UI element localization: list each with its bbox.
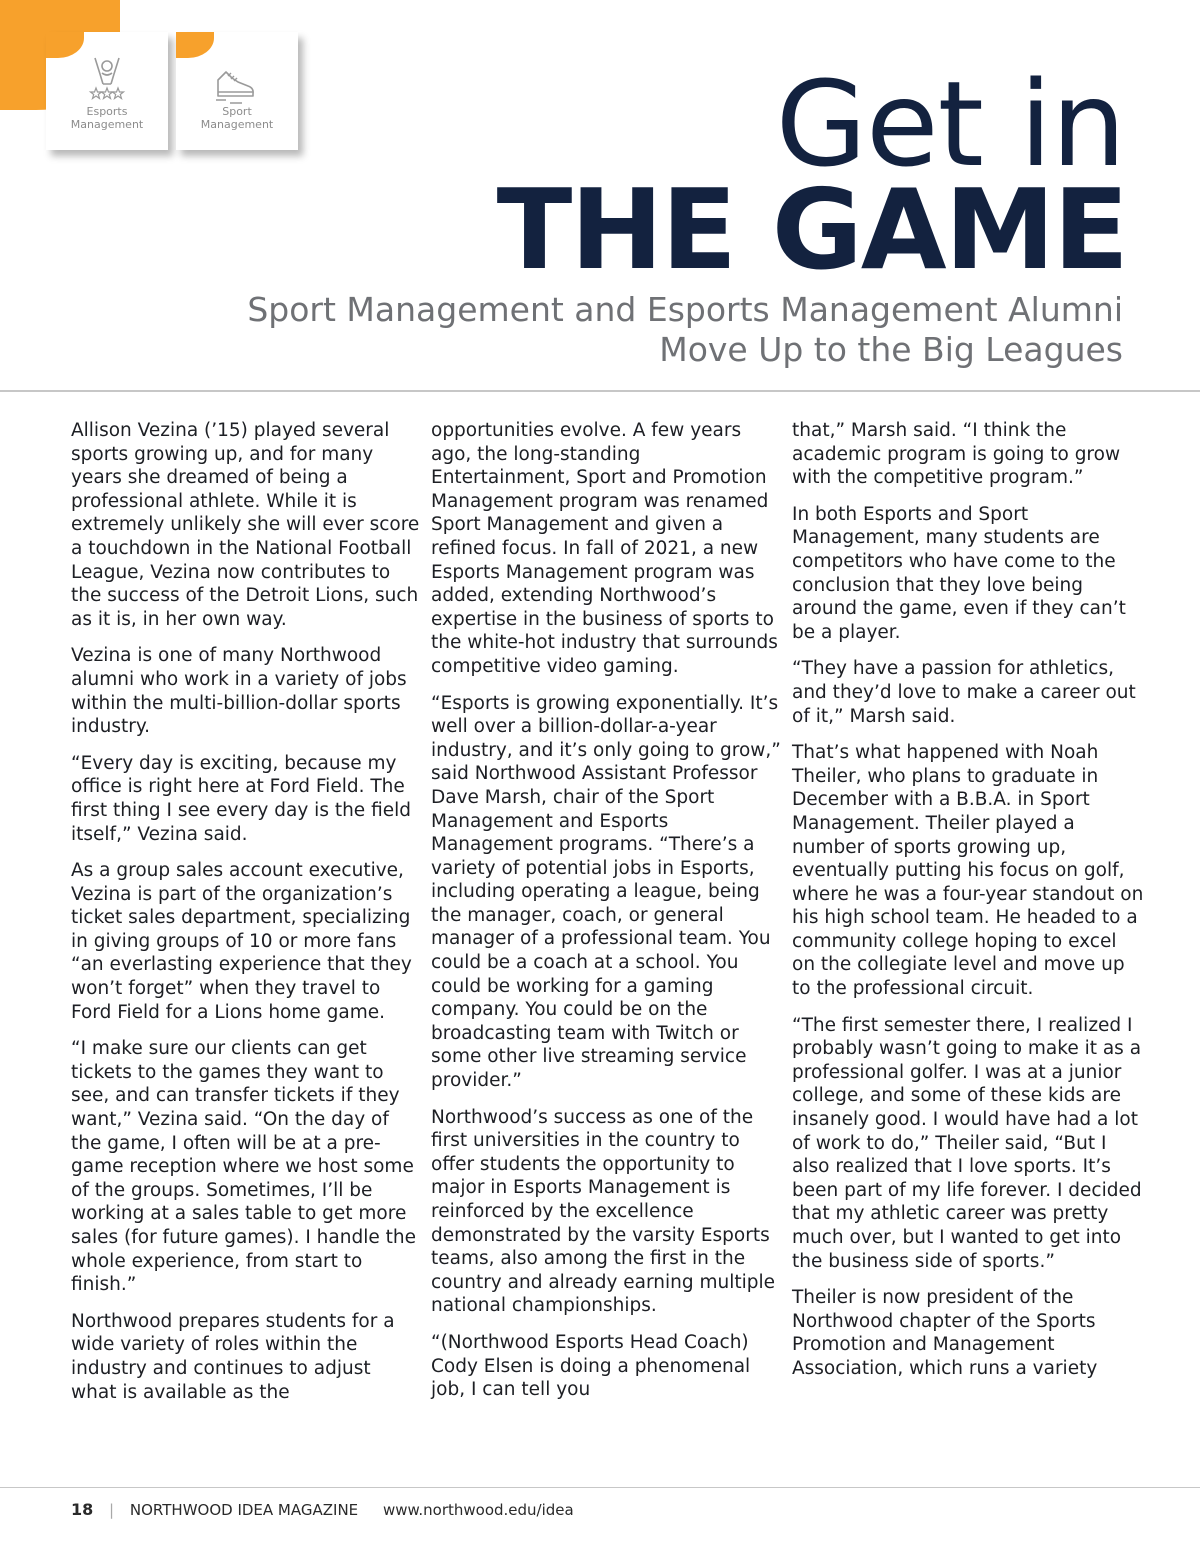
badge-tab-accent — [46, 32, 84, 58]
paragraph: Allison Vezina (’15) played several sports growing up, and for many years she dreamed of being a professional athlete. While it is extremely unlikely she will ever score a touchdown in the National Football League, Vezina now contributes to the success of the Detroit Lions, such as it is, in her own way. — [71, 420, 420, 630]
paragraph: Theiler is now president of the Northwood chapter of the Sports Promotion and Management Association, which runs a variety — [792, 1287, 1098, 1379]
paragraph: As a group sales account executive, Vezina is part of the organization’s ticket sales department, specializing in giving groups of 10 or more fans “an everlasting experience that they won’t forget” when they travel to Ford Field for a Lions home game. — [71, 860, 412, 1023]
paragraph: That’s what happened with Noah Theiler, who plans to graduate in December with a B.B.A. in Sport Management. Theiler played a number of sports growing up, eventually putting his focus on golf, where he was a four-year standout on his high school team. He headed to a community college hoping to excel on the collegiate level and move up to the professional circuit. — [792, 742, 1144, 1000]
article-column-2 — [431, 419, 781, 1415]
page-subtitle: Sport Management and Esports Management Alumni Move Up to the Big Leagues — [247, 290, 1123, 369]
badge-esports-management — [46, 32, 168, 150]
paragraph: “Esports is growing exponentially. It’s well over a billion-dollar-a-year industry, and it’s only going to grow,” said Northwood Assistant Professor Dave Marsh, chair of the Sport Management and Esports Management programs. “There’s a variety of potential jobs in Esports, including operating a league, being the manager, coach, or general manager of a professional team. You could be a coach at a school. You could be working for a gaming company. You could be on the broadcasting team with Twitch or some other live streaming service provider.” — [431, 692, 781, 1092]
paragraph: “Every day is exciting, because my office is right here at Ford Field. The first thing I see every day is the field itself,” Vezina said. — [71, 752, 411, 845]
paragraph: opportunities evolve. A few years ago, the long-standing Entertainment, Sport and Promotion Management program was renamed Sport Management and given a refined focus. In fall of 2021, a new Esports Management program was added, extending Northwood’s expertise in the business of sports to the white-hot industry that surrounds competitive video gaming. — [431, 420, 778, 677]
page-number: 18 — [71, 1500, 94, 1519]
page-footer — [71, 1500, 574, 1520]
badge-tab-accent — [176, 32, 214, 58]
paragraph: “The first semester there, I realized I probably wasn’t going to make it as a professional golfer. I was at a junior college, and some of these kids are insanely good. I would have had a lot of work to do,” Theiler said, “But I also realized that I love sports. It’s been part of my life forever. I decided that my athletic career was pretty much over, but I wanted to get into the business side of sports.” — [792, 1014, 1142, 1272]
paragraph: Northwood prepares students for a wide variety of roles within the industry and continues to adjust what is available as the — [71, 1310, 395, 1403]
article-column-1 — [71, 419, 421, 1417]
running-shoe-icon — [214, 62, 256, 106]
footer-url-link[interactable]: www.northwood.edu/idea — [382, 1501, 574, 1519]
paragraph: that,” Marsh said. “I think the academic program is going to grow with the competitive program.” — [792, 420, 1121, 489]
page-title-line1: Get in — [775, 55, 1125, 193]
paragraph: “I make sure our clients can get tickets to the games they want to see, and can transfer tickets if they want,” Vezina said. “On the day of the game, I often will be at a pre-game reception where we host some of the groups. Sometimes, I’ll be working at a sales table to get more sales (for future games). I handle the whole experience, from start to finish.” — [71, 1038, 416, 1296]
article-column-3 — [792, 419, 1144, 1394]
cheering-fan-with-stars-icon — [87, 54, 127, 104]
badge-sport-management — [176, 32, 298, 150]
publication-name: NORTHWOOD IDEA MAGAZINE — [129, 1501, 359, 1519]
badge-label: Esports Management — [70, 105, 144, 131]
page-title-line2: THE GAME — [496, 166, 1127, 295]
paragraph: In both Esports and Sport Management, many students are competitors who have come to the conclusion that they love being around the game, even if they can’t be a player. — [792, 503, 1126, 643]
paragraph: Northwood’s success as one of the first universities in the country to offer students the opportunity to major in Esports Management is reinforced by the excellence demonstrated by the varsity Esports teams, also among the first in the country and already earning multiple national championships. — [431, 1106, 776, 1317]
paragraph: Vezina is one of many Northwood alumni who work in a variety of jobs within the multi-billion-dollar sports industry. — [71, 645, 407, 738]
paragraph: “(Northwood Esports Head Coach) Cody Elsen is doing a phenomenal job, I can tell you — [431, 1331, 751, 1401]
footer-separator: | — [109, 1501, 115, 1519]
paragraph: “They have a passion for athletics, and they’d love to make a career out of it,” Marsh said. — [792, 658, 1136, 727]
header-divider — [0, 390, 1200, 392]
footer-divider — [0, 1487, 1200, 1488]
badge-label: Sport Management — [200, 105, 274, 131]
